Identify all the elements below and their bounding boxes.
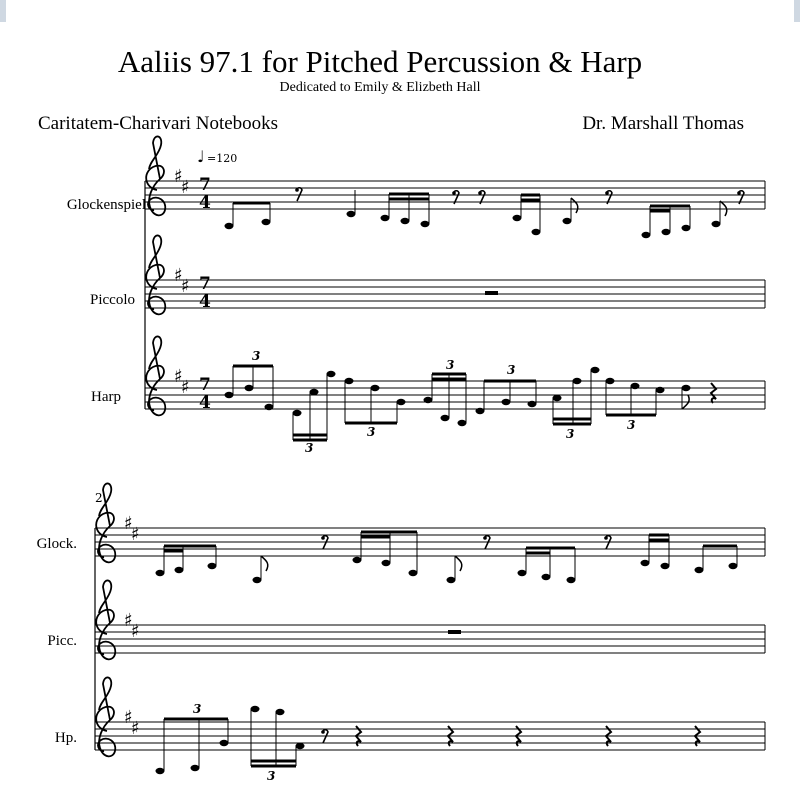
glock-staff — [95, 483, 765, 583]
tuplet-number: 3 — [507, 363, 516, 377]
system-2 — [95, 483, 765, 783]
collection-name: Caritatem-Charivari Notebooks — [38, 113, 279, 134]
glock-notes-2 — [156, 532, 738, 583]
piccolo-staff — [145, 235, 765, 314]
system-1 — [145, 136, 765, 455]
harp-staff — [145, 336, 765, 455]
picc-staff — [95, 580, 765, 659]
tuplet-number: 3 — [193, 702, 202, 716]
whole-rest — [448, 630, 461, 634]
tuplet-number: 3 — [627, 418, 636, 432]
tuplet-number: 3 — [446, 358, 455, 372]
instrument-label-glock: Glock. — [36, 536, 77, 552]
tuplet-number: 3 — [267, 769, 276, 783]
score-title: Aaliis 97.1 for Pitched Percussion & Harp — [117, 44, 643, 79]
whole-rest — [485, 291, 498, 295]
tuplet-number: 3 — [367, 425, 376, 439]
dedication: Dedicated to Emily & Elizbeth Hall — [279, 80, 481, 95]
tempo-value: =120 — [207, 152, 238, 165]
glockenspiel-staff — [145, 136, 765, 238]
quarter-note-icon: ♩ — [197, 147, 205, 166]
instrument-label-glockenspiel: Glockenspiel — [66, 197, 146, 213]
tempo-marking — [197, 147, 237, 166]
tuplet-number: 3 — [566, 427, 575, 441]
measure-number: 2 — [95, 491, 103, 505]
instrument-label-hp: Hp. — [54, 730, 77, 746]
hp-notes-2 — [156, 706, 701, 774]
composer-name: Dr. Marshall Thomas — [582, 113, 744, 134]
tuplet-number: 3 — [305, 441, 314, 455]
hp-staff — [95, 677, 765, 783]
tuplet-number: 3 — [252, 349, 261, 363]
harp-notes — [225, 366, 717, 440]
instrument-label-piccolo: Piccolo — [90, 292, 135, 308]
instrument-label-picc: Picc. — [47, 633, 77, 649]
instrument-label-harp: Harp — [91, 389, 121, 405]
